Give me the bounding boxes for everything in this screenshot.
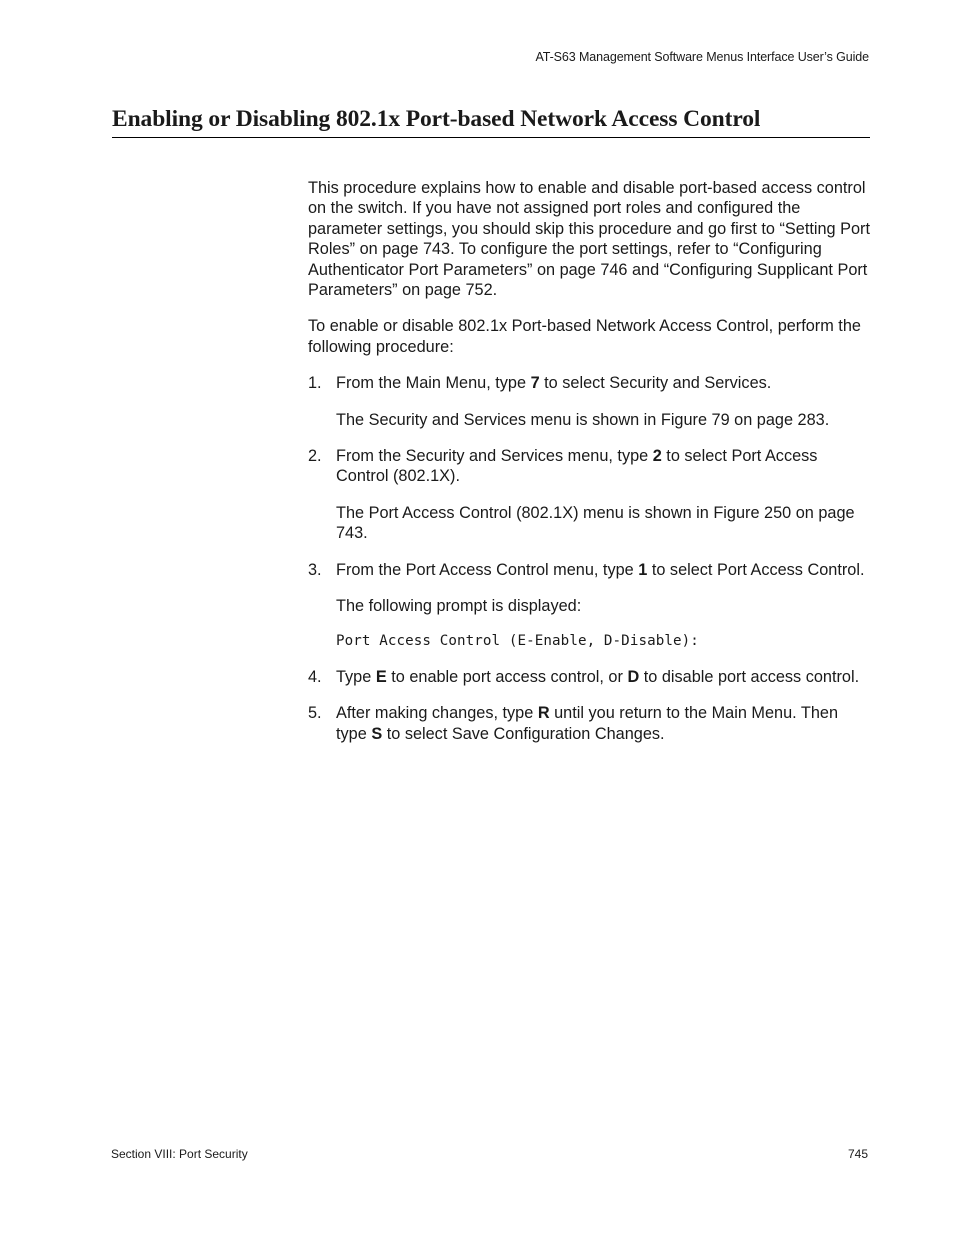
key-label: D xyxy=(627,667,640,686)
footer-section: Section VIII: Port Security xyxy=(111,1147,248,1161)
command-prompt: Port Access Control (E-Enable, D-Disable): xyxy=(336,632,699,649)
step-number: 1. xyxy=(308,374,322,393)
key-label: E xyxy=(375,667,387,686)
step-text: From the Security and Services menu, type 2 to select Port Access Control (802.1X). xyxy=(336,447,818,486)
key-label: R xyxy=(537,704,550,723)
step-text: After making changes, type R until you return to the Main Menu. Then type S to select Save Configuration Changes. xyxy=(336,704,838,743)
running-header: AT-S63 Management Software Menus Interface User’s Guide xyxy=(535,50,869,64)
step-number: 3. xyxy=(308,560,322,579)
step-text: From the Port Access Control menu, type 1 to select Port Access Control. xyxy=(336,560,865,579)
step-text: From the Main Menu, type 7 to select Security and Services. xyxy=(336,374,772,393)
step-text: Type E to enable port access control, or D to disable port access control. xyxy=(336,667,860,686)
step-3 xyxy=(308,560,873,651)
page-number: 745 xyxy=(847,1147,868,1161)
step-note: The Security and Services menu is shown in Figure 79 on page 283. xyxy=(336,410,830,429)
step-number: 5. xyxy=(308,704,322,723)
page-title: Enabling or Disabling 802.1x Port-based Network Access Control xyxy=(112,106,870,138)
intro-paragraph: This procedure explains how to enable and disable port-based access control on the switch. If you have not assigned port roles and configured the parameter settings, you should skip this procedure and go first to “Setting Port Roles” on page 743. To configure the port settings, refer to “Configuring Authenticator Port Parameters” on page 746 and “Configuring Supplicant Port Parameters” on page 752. xyxy=(308,179,870,300)
procedure-steps xyxy=(308,373,873,744)
body-content xyxy=(308,178,873,760)
procedure-intro-paragraph: To enable or disable 802.1x Port-based Network Access Control, perform the following procedure: xyxy=(308,317,861,356)
step-4 xyxy=(308,667,873,687)
step-1 xyxy=(308,373,873,430)
key-label: 1 xyxy=(638,560,648,579)
step-2 xyxy=(308,446,873,544)
step-note: The Port Access Control (802.1X) menu is shown in Figure 250 on page 743. xyxy=(336,503,855,543)
key-label: 2 xyxy=(652,447,662,466)
key-label: 7 xyxy=(530,374,540,393)
step-5 xyxy=(308,703,873,744)
step-number: 4. xyxy=(308,667,322,686)
key-label: S xyxy=(371,724,383,743)
step-number: 2. xyxy=(308,447,322,466)
step-note: The following prompt is displayed: xyxy=(336,597,582,616)
